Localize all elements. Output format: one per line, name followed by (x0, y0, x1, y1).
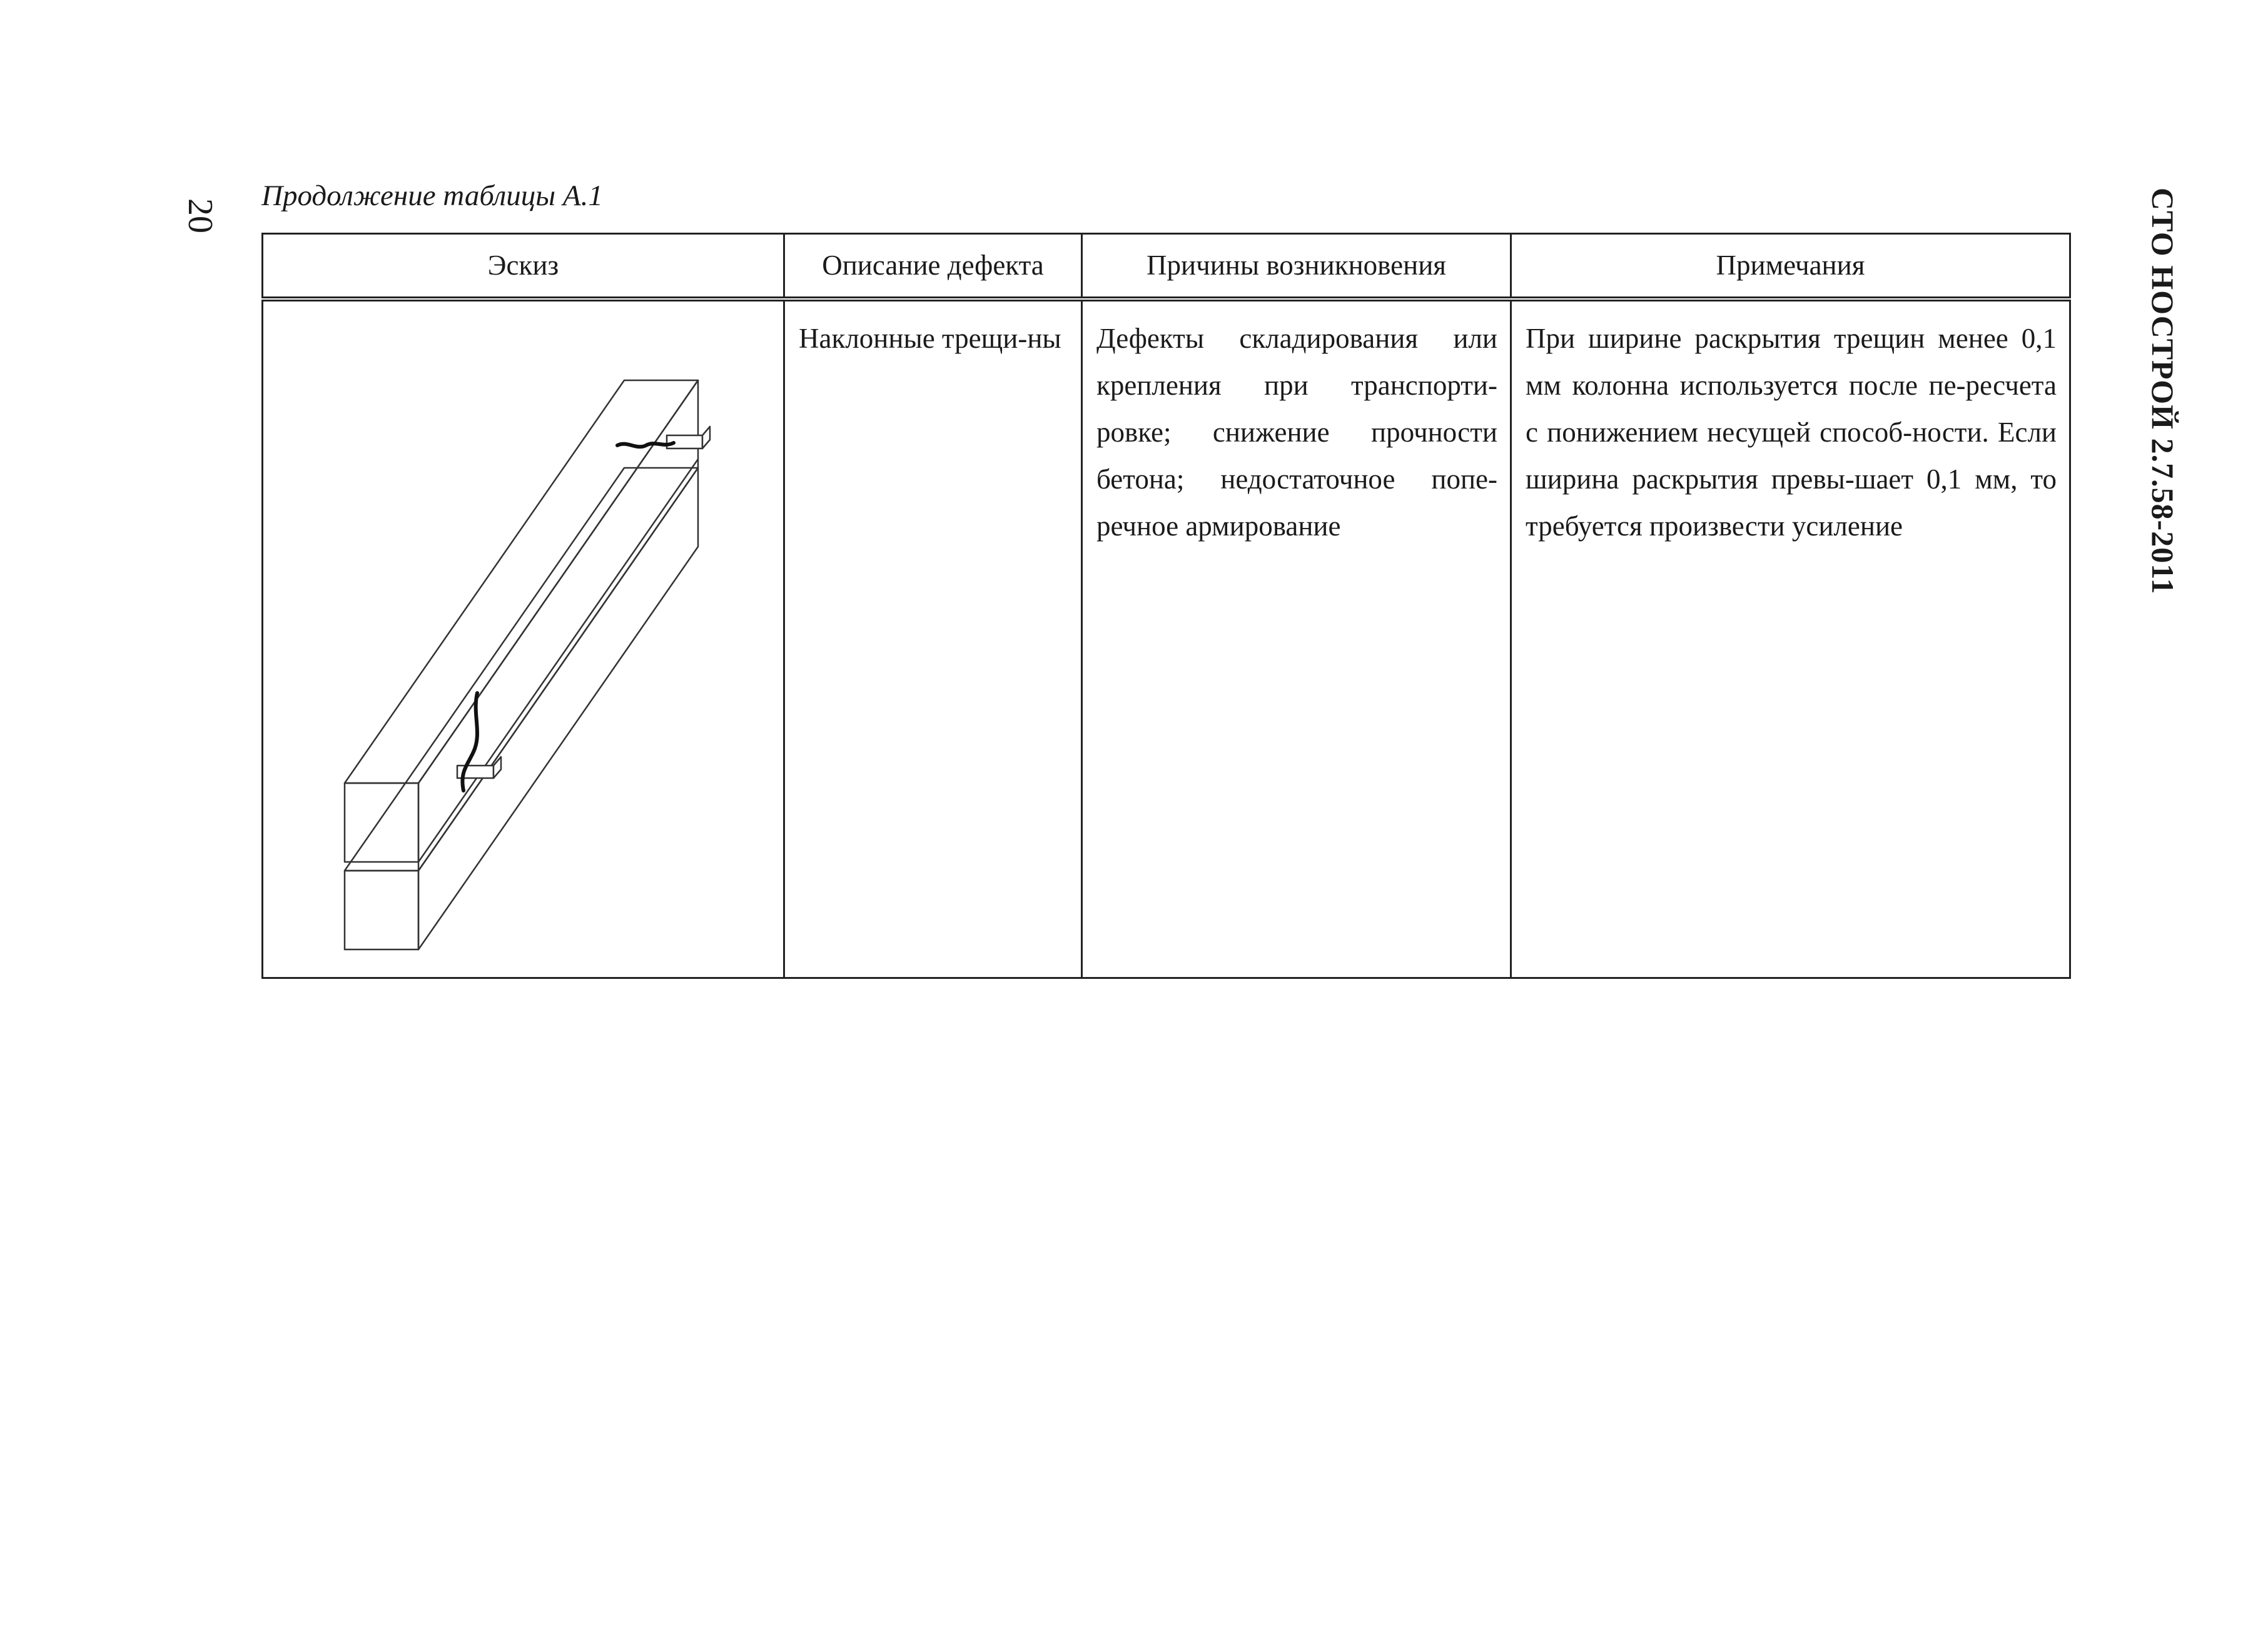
lower-column-end-face (345, 871, 418, 949)
upper-column-side-face (418, 380, 698, 862)
document-code: СТО НОСТРОЙ 2.7.58-2011 (2145, 188, 2180, 595)
table-caption: Продолжение таблицы А.1 (261, 180, 603, 212)
defect-notes: При ширине раскрытия трещин менее 0,1 мм колонна используется после пе-ресчета с понижением несущей способ-ности. Если ширина раскрытия превы-шает 0,1 мм, то требуется произвести усиление (1511, 299, 2070, 978)
table-row (263, 299, 2070, 978)
lower-column-side-face (418, 468, 698, 949)
table-header-row (263, 234, 2070, 299)
precast-column-with-cracks-sketch-icon (263, 301, 785, 977)
header-sketch: Эскиз (263, 234, 784, 299)
header-causes: Причины возникновения (1082, 234, 1511, 299)
page-number: 20 (181, 198, 220, 233)
header-notes: Примечания (1511, 234, 2070, 299)
sketch-cell (263, 299, 784, 978)
defect-description: Наклонные трещи-ны (784, 299, 1082, 978)
header-description: Описание дефекта (784, 234, 1082, 299)
upper-column-end-face (345, 783, 418, 862)
crack-rear (617, 443, 674, 447)
defect-causes: Дефекты складирования или крепления при транспорти-ровке; снижение прочности бетона; недостаточное попе-речное армирование (1082, 299, 1511, 978)
defect-table (261, 233, 2071, 979)
